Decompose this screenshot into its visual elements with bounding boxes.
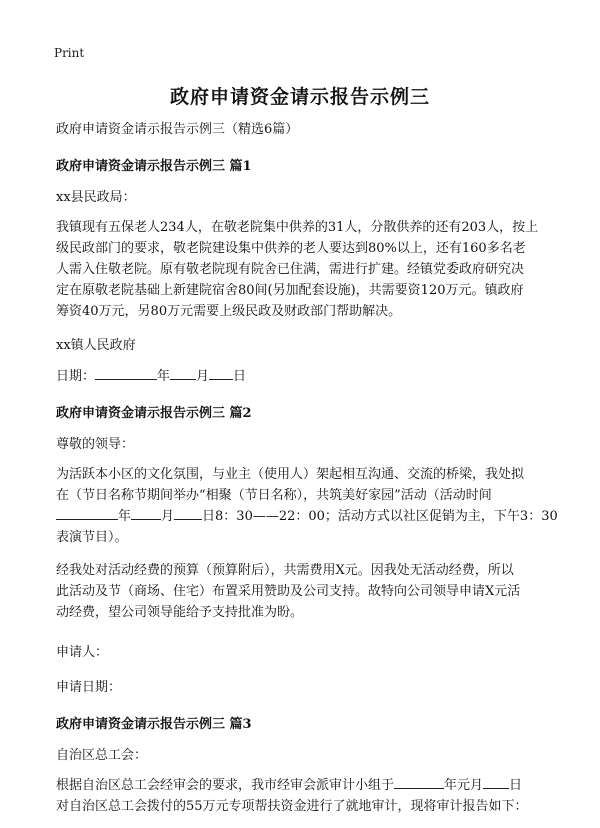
body-line xyxy=(56,506,558,527)
section-heading-2: 政府申请资金请示报告示例三 篇2 xyxy=(56,406,252,421)
year-label: 年 xyxy=(118,509,132,524)
date-label: 日期： xyxy=(56,369,96,384)
day-blank xyxy=(483,776,509,789)
body-text: 日 xyxy=(509,778,523,793)
section-2-para-1 xyxy=(56,464,558,548)
document-subtitle: 政府申请资金请示报告示例三（精选6篇） xyxy=(56,122,299,137)
year-label: 年 xyxy=(157,369,171,384)
month-label: 月 xyxy=(196,369,210,384)
body-text: 根据自治区总工会经审会的要求，我市经审会派审计小组于 xyxy=(56,778,395,793)
section-2-para-2 xyxy=(56,560,548,623)
salutation-3: 自治区总工会： xyxy=(56,748,148,763)
section-1-body xyxy=(56,217,548,322)
body-line: 我镇现有五保老人234人，在敬老院集中供养的31人，分散供养的还有203人，按上 xyxy=(56,220,539,235)
body-line: 级民政部门的要求，敬老院建设集中供养的老人要达到80%以上，还有160多名老 xyxy=(56,241,526,256)
month-blank xyxy=(131,507,161,520)
date-line-1 xyxy=(56,365,548,384)
document-title: 政府申请资金请示报告示例三 xyxy=(169,86,430,108)
body-line: 动经费，望公司领导能给予支持批准为盼。 xyxy=(56,605,304,620)
body-line: 表演节目）。 xyxy=(56,530,128,545)
body-line: 经我处对活动经费的预算（预算附后），共需费用X元。因我处无活动经费，所以 xyxy=(56,563,514,578)
signature-1: xx镇人民政府 xyxy=(56,338,136,353)
month-label: 月 xyxy=(161,509,175,524)
body-line xyxy=(56,775,548,796)
salutation-1: xx县民政局： xyxy=(56,190,136,205)
document-body xyxy=(56,118,558,817)
body-line: 筹资40万元，另80万元需要上级民政及财政部门帮助解决。 xyxy=(56,304,402,319)
applicant-label: 申请人： xyxy=(56,645,109,660)
body-line: 在（节日名称节期间举办“相聚（节日名称），共筑美好家园”活动（活动时间 xyxy=(56,488,492,503)
day-blank xyxy=(174,507,202,520)
time-text: 日8：30——22：00；活动方式以社区促销为主，下午3：30 xyxy=(202,509,558,524)
body-line: 对自治区总工会拨付的55万元专项帮扶资金进行了就地审计，现将审计报告如下： xyxy=(56,799,528,814)
month-blank xyxy=(170,367,196,380)
section-heading-1: 政府申请资金请示报告示例三 篇1 xyxy=(56,159,252,174)
body-line: 定在原敬老院基础上新建院宿舍80间(另加配套设施)，共需要资120万元。镇政府 xyxy=(56,283,524,298)
apply-date-label: 申请日期： xyxy=(56,680,122,695)
section-heading-3: 政府申请资金请示报告示例三 篇3 xyxy=(56,717,252,732)
year-blank xyxy=(56,507,118,520)
day-blank xyxy=(209,367,233,380)
body-line: 人需入住敬老院。原有敬老院现有院舍已住满，需进行扩建。经镇党委政府研究决 xyxy=(56,262,525,277)
salutation-2: 尊敬的领导： xyxy=(56,437,135,452)
print-link[interactable]: Print xyxy=(54,46,85,60)
body-text: 年元月 xyxy=(444,778,484,793)
year-blank xyxy=(95,367,157,380)
year-blank xyxy=(394,776,444,789)
section-3-body xyxy=(56,775,548,817)
body-line: 为活跃本小区的文化氛围，与业主（使用人）架起相互沟通、交流的桥梁，我处拟 xyxy=(56,467,525,482)
body-line: 此活动及节（商场、住宅）布置采用赞助及公司支持。故特向公司领导申请X元活 xyxy=(56,584,521,599)
day-label: 日 xyxy=(233,369,247,384)
